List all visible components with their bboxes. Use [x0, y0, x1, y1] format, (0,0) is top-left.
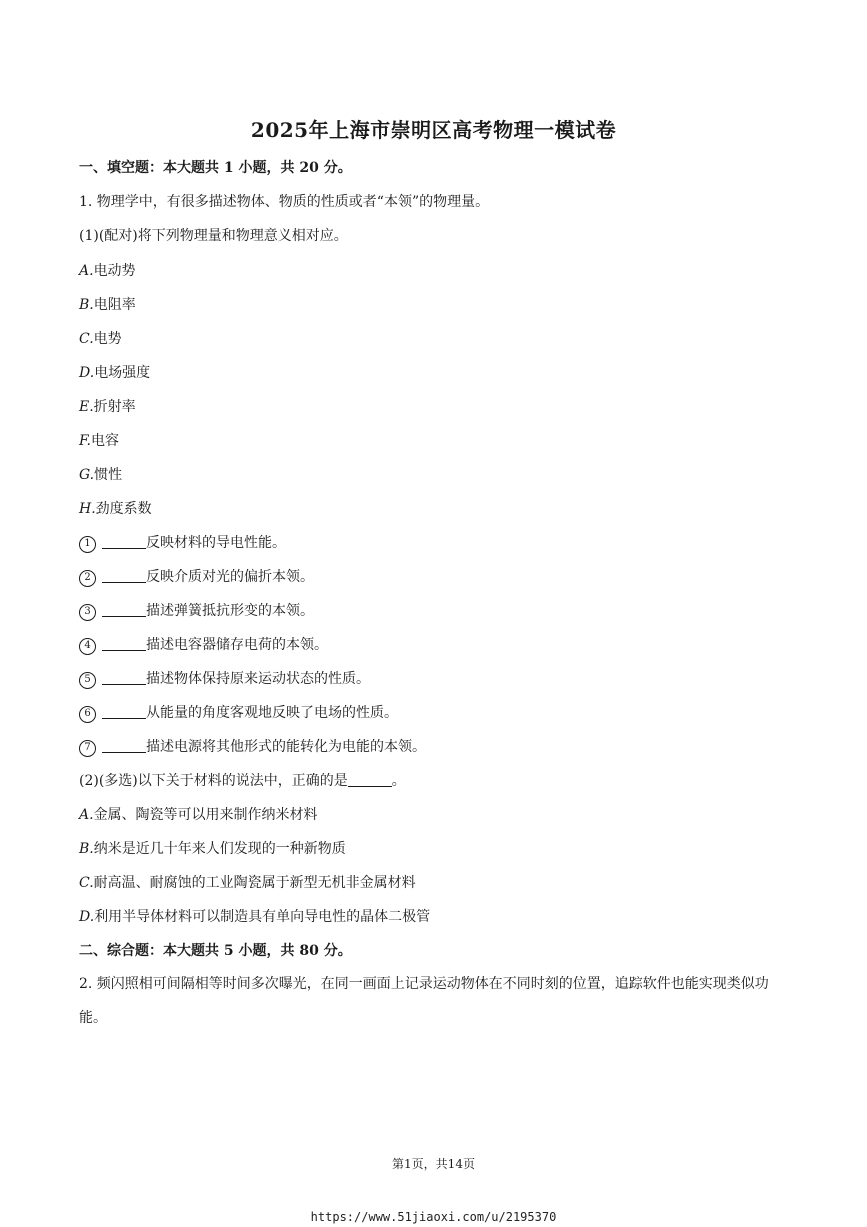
answer-blank: [102, 636, 146, 651]
option-letter: G.: [79, 467, 95, 483]
circled-number: 2: [79, 570, 96, 587]
choice-letter: D.: [79, 909, 95, 925]
part-2-prefix: (2)(多选)以下关于材料的说法中，正确的是: [79, 773, 348, 789]
option-letter: B.: [79, 297, 94, 313]
page-title: 2025年上海市崇明区高考物理一模试卷: [250, 118, 617, 142]
match-item-text: 描述电容器储存电荷的本领。: [146, 637, 328, 653]
choice-b: [79, 839, 346, 859]
match-item-4: [79, 635, 328, 655]
watermark-url: https://www.51jiaoxi.com/u/2195370: [310, 1210, 557, 1224]
option-text: 电动势: [93, 263, 136, 279]
answer-blank: [102, 534, 146, 549]
section-heading-2: 二、综合题：本大题共 5 小题，共 80 分。: [79, 943, 352, 959]
circled-number: 6: [79, 706, 96, 723]
choice-text: 耐高温、耐腐蚀的工业陶瓷属于新型无机非金属材料: [93, 875, 416, 891]
answer-blank: [102, 670, 146, 685]
choice-c: [79, 873, 416, 893]
choice-text: 金属、陶瓷等可以用来制作纳米材料: [93, 807, 318, 823]
option-text: 折射率: [93, 399, 136, 415]
option-text: 电容: [90, 433, 119, 449]
answer-blank: [102, 738, 146, 753]
match-item-3: [79, 601, 314, 621]
circled-number: 7: [79, 740, 96, 757]
answer-blank: [102, 704, 146, 719]
match-item-2: [79, 567, 314, 587]
section-heading-1: 一、填空题：本大题共 1 小题，共 20 分。: [79, 160, 352, 176]
option-text: 劲度系数: [95, 501, 152, 517]
choice-letter: A.: [79, 807, 94, 823]
question-2-stem: 2. 频闪照相可间隔相等时间多次曝光，在同一画面上记录运动物体在不同时刻的位置，追踪软件也能实现类似功能。: [79, 976, 769, 1026]
answer-blank: [348, 772, 392, 787]
choice-text: 利用半导体材料可以制造具有单向导电性的晶体二极管: [94, 909, 431, 925]
option-a: [79, 261, 136, 281]
option-d: [79, 363, 150, 383]
option-letter: A.: [79, 263, 94, 279]
option-f: [79, 431, 119, 451]
answer-blank: [102, 568, 146, 583]
option-letter: E.: [79, 399, 94, 415]
match-item-5: [79, 669, 370, 689]
option-h: [79, 499, 152, 519]
question-1-part-2: [79, 771, 406, 791]
question-1-stem: 1. 物理学中，有很多描述物体、物质的性质或者“本领”的物理量。: [79, 194, 490, 210]
option-text: 电阻率: [93, 297, 136, 313]
option-text: 惯性: [94, 467, 123, 483]
match-item-7: [79, 737, 426, 757]
option-c: [79, 329, 122, 349]
match-item-text: 描述弹簧抵抗形变的本领。: [146, 603, 314, 619]
page-number: 第1页，共14页: [392, 1157, 475, 1171]
choice-a: [79, 805, 318, 825]
circled-number: 1: [79, 536, 96, 553]
circled-number: 5: [79, 672, 96, 689]
match-item-1: [79, 533, 286, 553]
option-g: [79, 465, 122, 485]
option-letter: F.: [79, 433, 91, 449]
option-letter: D.: [79, 365, 95, 381]
circled-number: 4: [79, 638, 96, 655]
circled-number: 3: [79, 604, 96, 621]
option-b: [79, 295, 136, 315]
choice-text: 纳米是近几十年来人们发现的一种新物质: [93, 841, 346, 857]
match-item-text: 描述物体保持原来运动状态的性质。: [146, 671, 370, 687]
question-1-part-1: (1)(配对)将下列物理量和物理意义相对应。: [79, 228, 348, 244]
choice-letter: C.: [79, 875, 94, 891]
match-item-text: 反映材料的导电性能。: [146, 535, 286, 551]
match-item-text: 描述电源将其他形式的能转化为电能的本领。: [146, 739, 426, 755]
match-item-text: 从能量的角度客观地反映了电场的性质。: [146, 705, 398, 721]
answer-blank: [102, 602, 146, 617]
option-letter: H.: [79, 501, 96, 517]
choice-letter: B.: [79, 841, 94, 857]
option-e: [79, 397, 136, 417]
option-letter: C.: [79, 331, 94, 347]
match-item-text: 反映介质对光的偏折本领。: [146, 569, 314, 585]
option-text: 电势: [93, 331, 122, 347]
option-text: 电场强度: [94, 365, 151, 381]
choice-d: [79, 907, 430, 927]
match-item-6: [79, 703, 398, 723]
part-2-suffix: 。: [391, 773, 406, 789]
